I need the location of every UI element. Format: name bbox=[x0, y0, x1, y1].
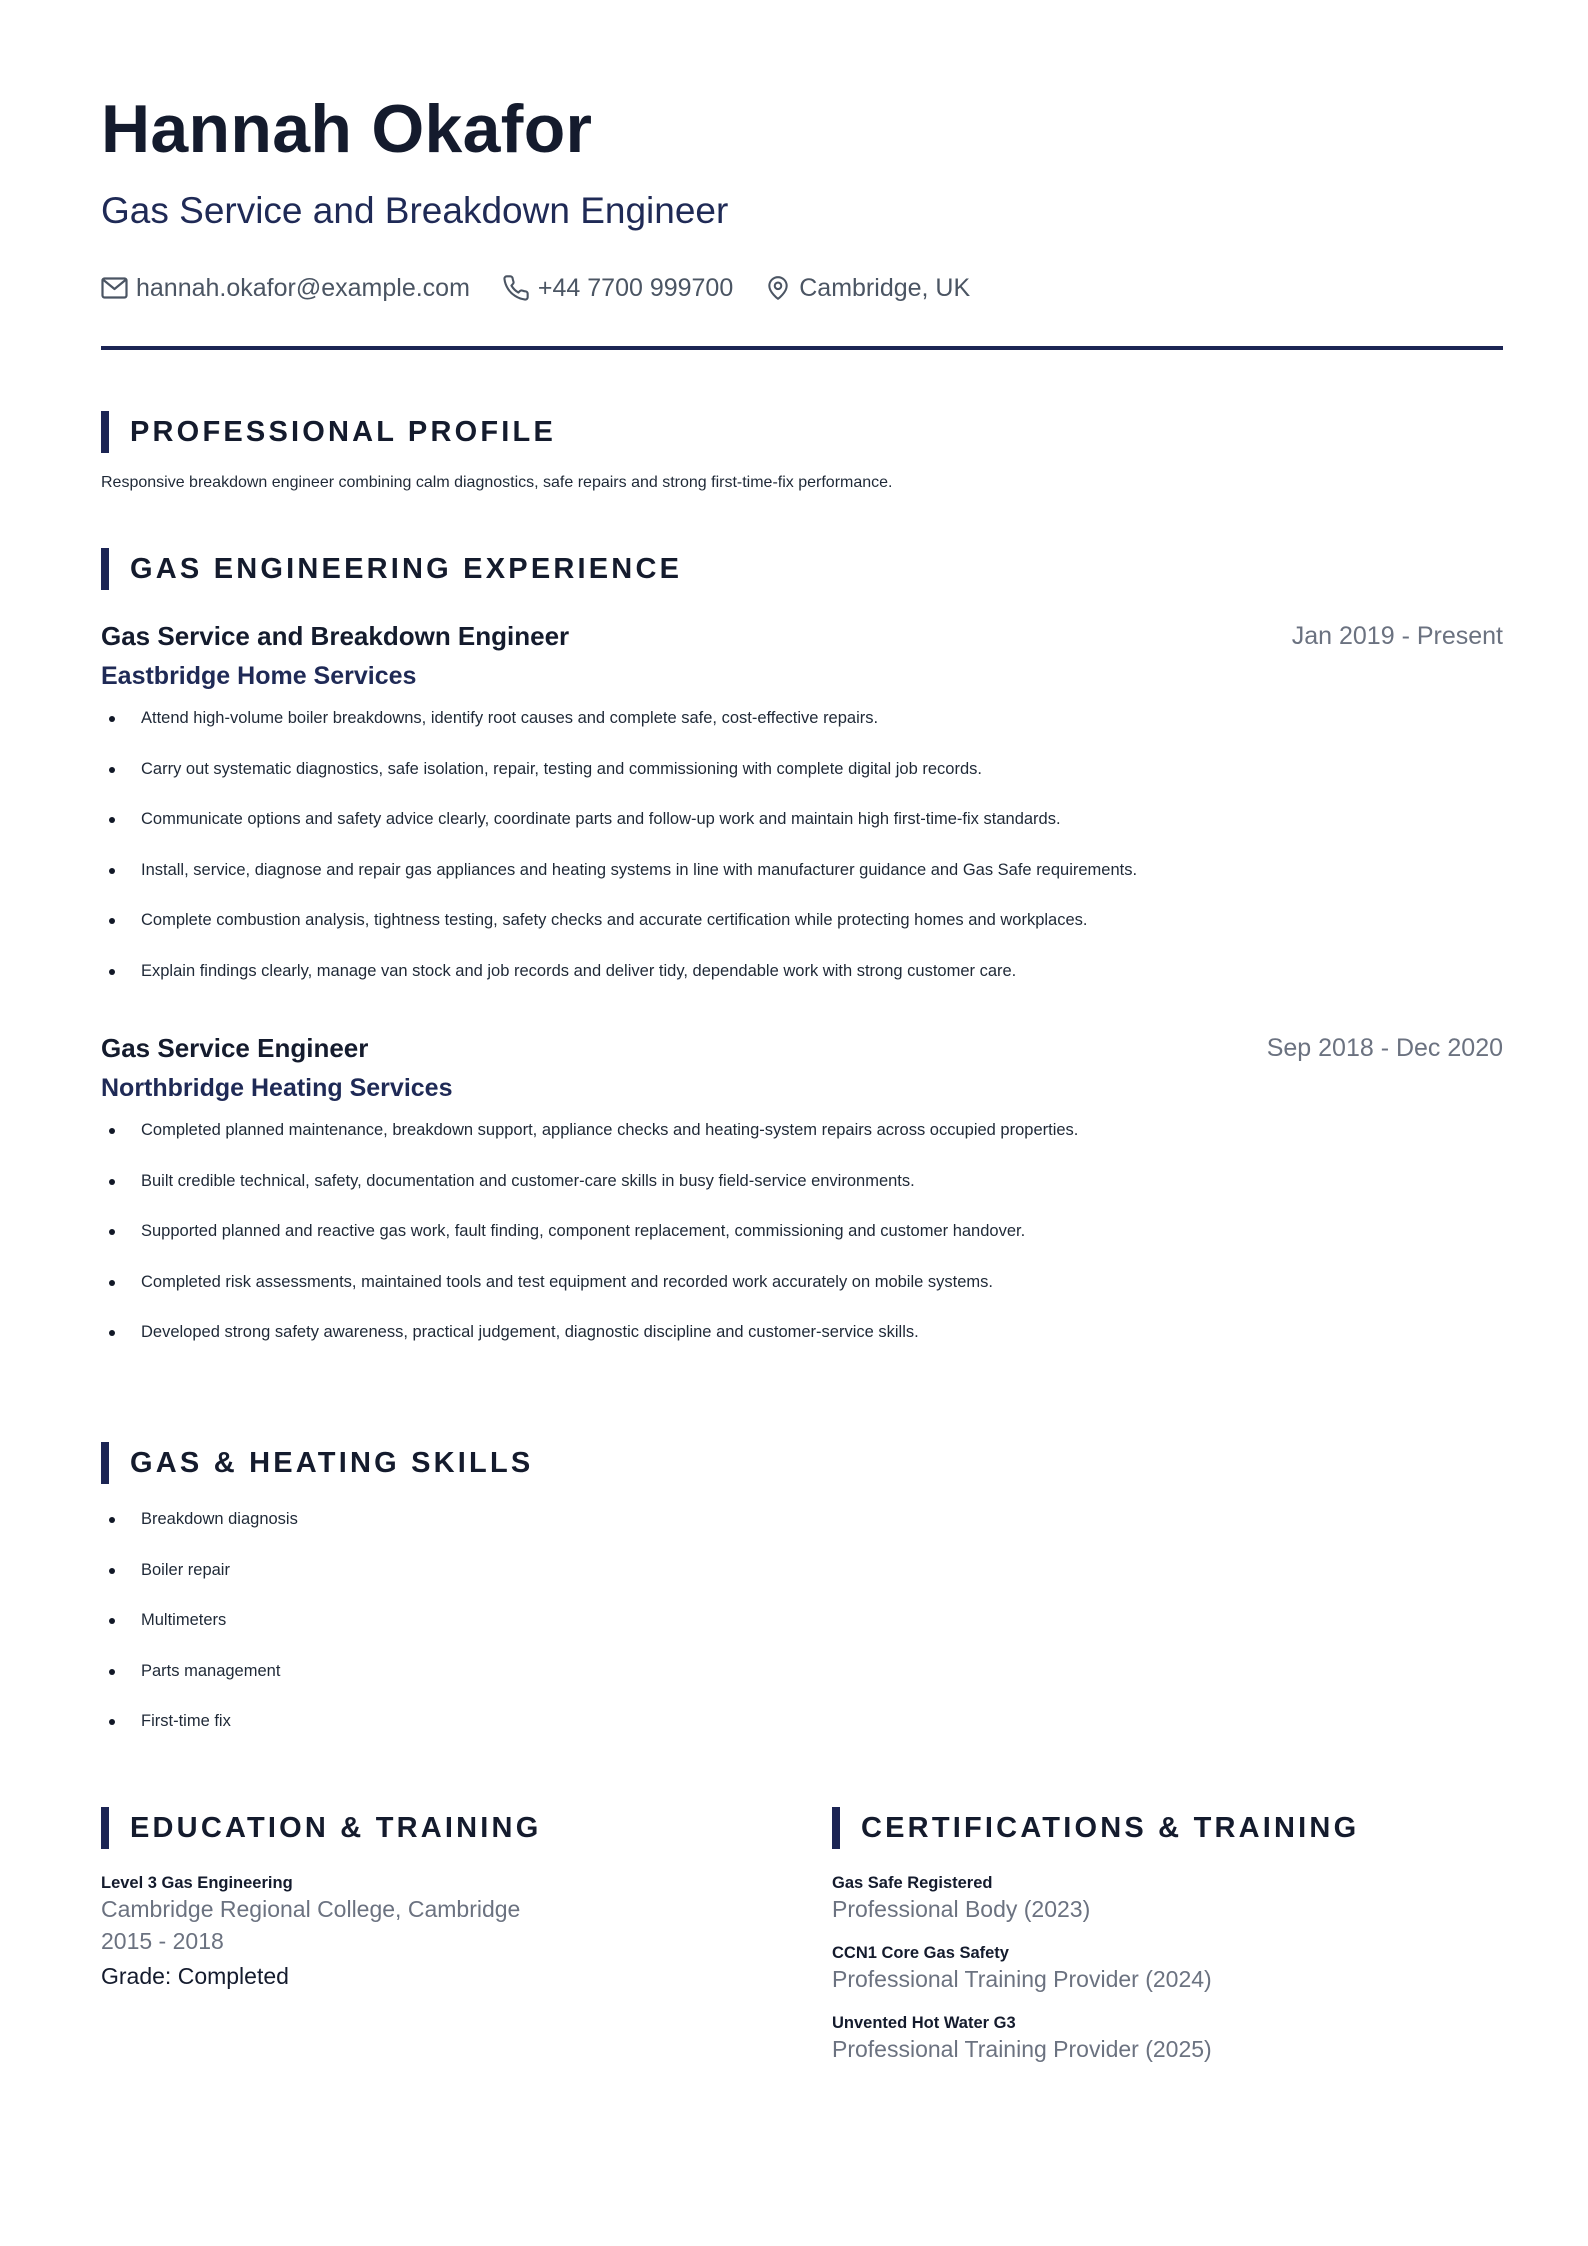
education-dates: 2015 - 2018 bbox=[101, 1928, 224, 1954]
job-bullet: Communicate options and safety advice clearly, coordinate parts and follow-up work and maintain high first-time-fix standards. bbox=[101, 794, 1503, 845]
skill-item: First-time fix bbox=[101, 1696, 801, 1747]
certification-entry bbox=[832, 1872, 1512, 1924]
job-bullet: Attend high-volume boiler breakdowns, identify root causes and complete safe, cost-effective repairs. bbox=[101, 693, 1503, 744]
job-title: Gas Service Engineer bbox=[101, 1033, 369, 1063]
skill-item: Multimeters bbox=[101, 1595, 801, 1646]
section-title: CERTIFICATIONS & TRAINING bbox=[861, 1811, 1360, 1844]
skills-list bbox=[101, 1494, 801, 1747]
candidate-headline: Gas Service and Breakdown Engineer bbox=[101, 190, 729, 231]
job-bullet-list bbox=[101, 1105, 1503, 1358]
skill-item: Parts management bbox=[101, 1646, 801, 1697]
contact-bar bbox=[101, 270, 1002, 306]
section-accent-bar bbox=[101, 411, 109, 453]
job-bullet: Completed planned maintenance, breakdown support, appliance checks and heating-system repairs across occupied properties. bbox=[101, 1105, 1503, 1156]
job-dates: Jan 2019 - Present bbox=[1291, 622, 1503, 650]
job-bullet: Explain findings clearly, manage van stock and job records and deliver tidy, dependable work with strong customer care. bbox=[101, 946, 1503, 997]
skill-item: Breakdown diagnosis bbox=[101, 1494, 801, 1545]
job-bullet: Carry out systematic diagnostics, safe isolation, repair, testing and commissioning with complete digital job records. bbox=[101, 744, 1503, 795]
section-heading-skills bbox=[101, 1442, 533, 1484]
contact-email-text: hannah.okafor@example.com bbox=[136, 273, 470, 302]
section-accent-bar bbox=[101, 1442, 109, 1484]
section-heading-profile bbox=[101, 411, 556, 453]
job-bullet-list bbox=[101, 693, 1503, 996]
section-title: GAS ENGINEERING EXPERIENCE bbox=[130, 552, 683, 585]
education-grade: Grade: Completed bbox=[101, 1963, 289, 1989]
job-bullet: Completed risk assessments, maintained tools and test equipment and recorded work accurately on mobile systems. bbox=[101, 1257, 1503, 1308]
contact-email[interactable] bbox=[101, 274, 470, 303]
certification-issuer: Professional Training Provider (2025) bbox=[832, 2036, 1212, 2062]
certification-issuer: Professional Body (2023) bbox=[832, 1896, 1091, 1922]
section-title: GAS & HEATING SKILLS bbox=[130, 1446, 534, 1479]
section-heading-education bbox=[101, 1807, 541, 1849]
contact-location bbox=[765, 274, 970, 303]
header-divider bbox=[101, 346, 1503, 350]
contact-location-text: Cambridge, UK bbox=[799, 273, 971, 302]
job-title: Gas Service and Breakdown Engineer bbox=[101, 621, 570, 651]
education-qualification: Level 3 Gas Engineering bbox=[101, 1874, 293, 1892]
education-institution: Cambridge Regional College, Cambridge bbox=[101, 1896, 521, 1922]
section-title: PROFESSIONAL PROFILE bbox=[130, 415, 557, 448]
section-accent-bar bbox=[101, 548, 109, 590]
job-dates: Sep 2018 - Dec 2020 bbox=[1266, 1034, 1503, 1062]
job-bullet: Install, service, diagnose and repair gas appliances and heating systems in line with manufacturer guidance and Gas Safe requirements. bbox=[101, 845, 1503, 896]
phone-icon bbox=[502, 274, 530, 302]
job-bullet: Supported planned and reactive gas work, fault finding, component replacement, commissioning and customer handover. bbox=[101, 1206, 1503, 1257]
certifications-list bbox=[832, 1872, 1512, 2082]
section-accent-bar bbox=[832, 1807, 840, 1849]
section-heading-certifications bbox=[832, 1807, 1359, 1849]
job-bullet: Complete combustion analysis, tightness testing, safety checks and accurate certification while protecting homes and workplaces. bbox=[101, 895, 1503, 946]
certification-name: Unvented Hot Water G3 bbox=[832, 2014, 1016, 2032]
certification-name: CCN1 Core Gas Safety bbox=[832, 1944, 1009, 1962]
job-entry bbox=[101, 1028, 1503, 1358]
map-pin-icon bbox=[765, 274, 791, 302]
profile-summary: Responsive breakdown engineer combining calm diagnostics, safe repairs and strong first-time-fix performance. bbox=[101, 474, 893, 491]
skill-item: Boiler repair bbox=[101, 1545, 801, 1596]
job-bullet: Built credible technical, safety, documentation and customer-care skills in busy field-service environments. bbox=[101, 1156, 1503, 1207]
certification-issuer: Professional Training Provider (2024) bbox=[832, 1966, 1212, 1992]
certification-name: Gas Safe Registered bbox=[832, 1874, 993, 1892]
education-entry bbox=[101, 1872, 781, 1994]
section-heading-experience bbox=[101, 548, 682, 590]
job-bullet: Developed strong safety awareness, practical judgement, diagnostic discipline and customer-service skills. bbox=[101, 1307, 1503, 1358]
candidate-name: Hannah Okafor bbox=[101, 91, 593, 167]
certification-entry bbox=[832, 1942, 1512, 1994]
contact-phone[interactable] bbox=[502, 274, 733, 303]
certification-entry bbox=[832, 2012, 1512, 2064]
job-entry bbox=[101, 616, 1503, 996]
contact-phone-text: +44 7700 999700 bbox=[537, 273, 734, 302]
job-company: Eastbridge Home Services bbox=[101, 662, 417, 690]
job-company: Northbridge Heating Services bbox=[101, 1074, 453, 1102]
section-accent-bar bbox=[101, 1807, 109, 1849]
section-title: EDUCATION & TRAINING bbox=[130, 1811, 542, 1844]
mail-icon bbox=[101, 277, 128, 299]
